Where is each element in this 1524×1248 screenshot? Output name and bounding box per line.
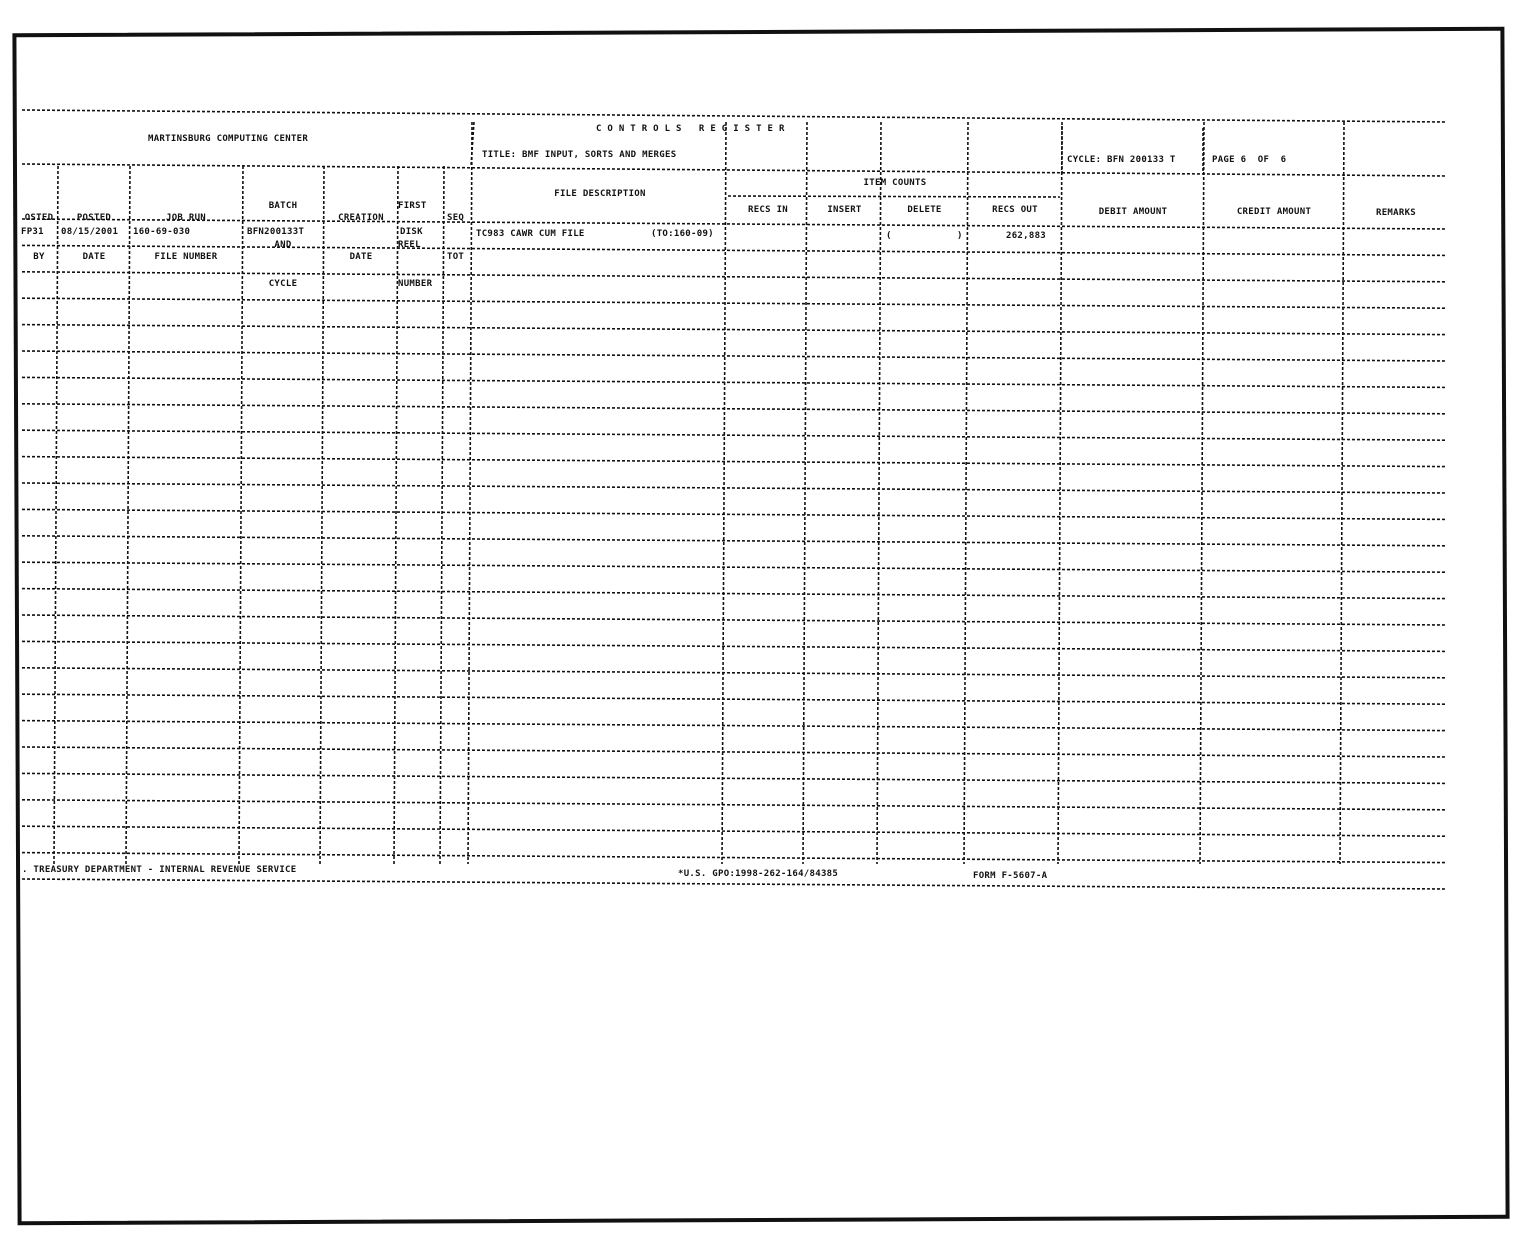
row-rule (22, 668, 1446, 678)
row-rule (22, 377, 1446, 387)
page-label: PAGE 6 OF 6 (1212, 155, 1287, 165)
row-rule (22, 800, 1446, 810)
col-item-counts: ITEM COUNTS (863, 178, 927, 188)
row-rule (22, 430, 1446, 440)
row-rule (22, 457, 1446, 467)
row-rule (22, 325, 1446, 335)
row-rule (22, 298, 1446, 308)
row-rule (22, 773, 1446, 783)
row-rule (22, 615, 1446, 625)
row-rule (22, 747, 1446, 757)
footer-gpo: *U.S. GPO:1998-262-164/84385 (678, 869, 839, 879)
col-recs-out: RECS OUT (992, 205, 1038, 215)
row-rule (22, 509, 1446, 519)
col-job-run-line2: FILE NUMBER (154, 252, 218, 262)
cell-delete-close: ) (957, 231, 963, 241)
col-posted-date-line2: DATE (82, 252, 106, 262)
footer-form: FORM F-5607-A (973, 871, 1048, 881)
col-first-reel-line2: REEL (398, 240, 421, 250)
col-credit-amount: CREDIT AMOUNT (1236, 207, 1312, 217)
column-rule (964, 122, 968, 864)
row-rule (22, 536, 1446, 546)
col-first-reel-line1: FIRST (398, 201, 427, 211)
col-posted-by-line1: OSTED (24, 213, 54, 223)
col-file-description: FILE DESCRIPTION (554, 189, 646, 199)
col-remarks: REMARKS (1375, 208, 1417, 218)
cell-posted-date: 08/15/2001 (61, 227, 119, 237)
col-debit-amount: DEBIT AMOUNT (1098, 207, 1168, 217)
cell-delete-open: ( (886, 231, 892, 241)
row-rule (22, 641, 1446, 651)
col-creation-date-line1: CREATION (338, 213, 384, 223)
col-batch-cycle (243, 174, 323, 304)
cell-file-description: TC983 CAWR CUM FILE (476, 229, 585, 239)
column-rule (1058, 122, 1062, 864)
row-rule (22, 826, 1446, 836)
row-rule (22, 562, 1446, 572)
title-line: TITLE: BMF INPUT, SORTS AND MERGES (482, 150, 677, 160)
row-rule (22, 694, 1446, 704)
item-counts-rule (728, 196, 1060, 197)
header-rule-mid (22, 164, 1446, 176)
cell-first-reel: DISK (400, 227, 423, 237)
col-insert: INSERT (827, 205, 862, 215)
row-rule (22, 404, 1446, 414)
cycle-label: CYCLE: BFN 200133 T (1067, 155, 1176, 165)
col-creation-date (324, 186, 398, 277)
row-rule (22, 483, 1446, 493)
col-batch-cycle-line3: CYCLE (268, 279, 298, 289)
col-job-run-line1: JOB RUN (165, 213, 207, 223)
column-rule (803, 122, 807, 864)
cell-recs-out: 262,883 (1006, 231, 1047, 241)
row-rule (22, 879, 1446, 889)
col-first-reel-line3: NUMBER (398, 279, 433, 289)
cell-job-run: 160-69-030 (133, 227, 191, 237)
col-seq-tot-line1: SEQ (447, 213, 465, 223)
col-batch-cycle-line1: BATCH (268, 201, 298, 211)
register-title: C O N T R O L S R E G I S T E R (596, 124, 785, 134)
col-delete: DELETE (907, 205, 942, 215)
col-seq-tot-line2: TOT (447, 252, 465, 262)
row-rule (22, 721, 1446, 731)
col-creation-date-line2: DATE (349, 252, 373, 262)
cell-batch-cycle: BFN200133T (247, 227, 305, 237)
col-posted-by-line2: BY (33, 252, 45, 262)
cell-posted-by: FP31 (21, 227, 44, 237)
col-posted-date-line1: POSTED (76, 213, 112, 223)
row-rule (22, 853, 1446, 863)
row-rule (22, 351, 1446, 361)
col-first-reel (398, 174, 444, 304)
center-name: MARTINSBURG COMPUTING CENTER (148, 134, 309, 144)
col-recs-in: RECS IN (747, 205, 789, 215)
row-rule (22, 589, 1446, 599)
footer-department: . TREASURY DEPARTMENT - INTERNAL REVENUE SERVICE (22, 865, 297, 875)
col-seq-tot (447, 186, 473, 277)
header-rule-top (22, 110, 1446, 122)
column-rule (1200, 122, 1204, 864)
col-batch-cycle-line2: AND (274, 240, 292, 250)
cell-file-ref: (TO:160-09) (651, 229, 714, 239)
